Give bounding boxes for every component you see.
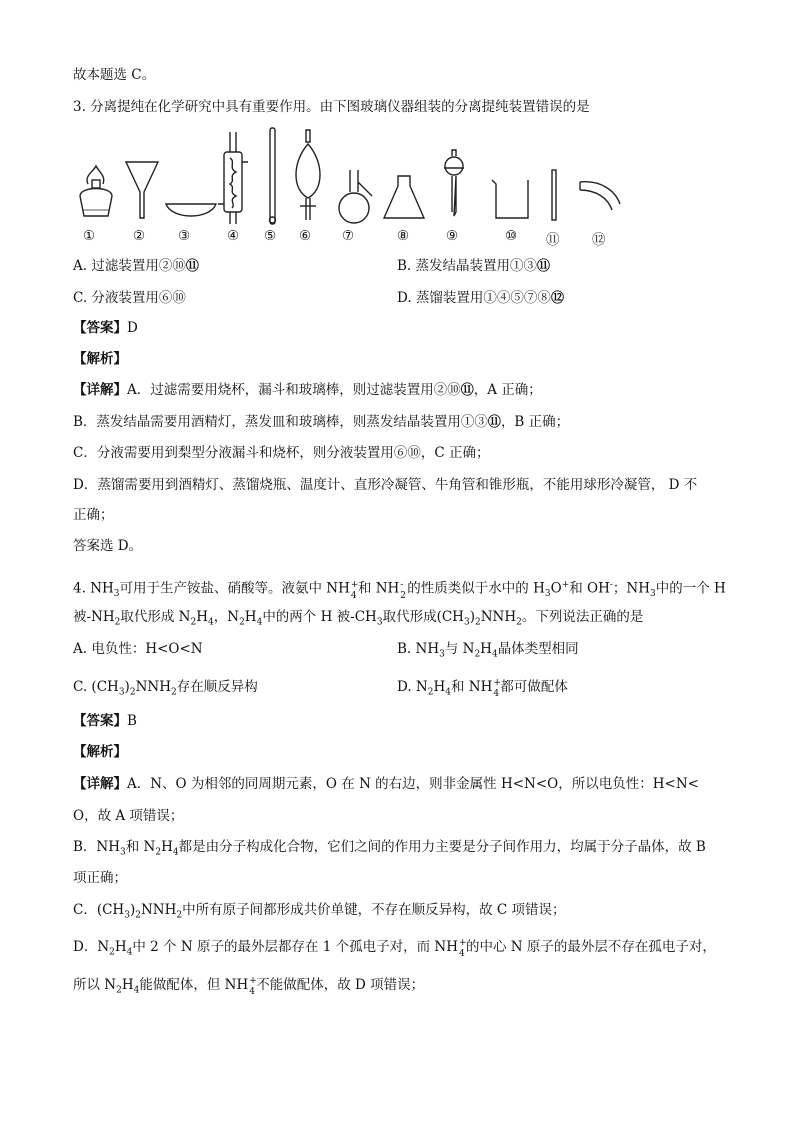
q3-analysis-heading: 【解析】 (73, 351, 127, 367)
q3-detail-d-line2: 正确； (73, 507, 114, 523)
apparatus-label: ⑧ (397, 228, 410, 244)
apparatus-label: ③ (178, 228, 191, 244)
q4-analysis-heading: 【解析】 (73, 744, 127, 760)
q4-option-b: B. $NH_3$与 $N_2H_4$晶体类型相同 (397, 641, 579, 660)
apparatus-label: ⑥ (299, 228, 312, 244)
q4-detail-b-line1: B．$NH_3$和 $N_2H_4$都是由分子构成化合物，它们之间的作用力主要是分子间作用力，均属于分子晶体，故 B (73, 839, 706, 858)
q3-detail-c: C．分液需要用到梨型分液漏斗和烧杯，则分液装置用⑥⑩，C 正确； (73, 445, 490, 461)
thermometer-icon (270, 128, 276, 224)
q4-option-d: D. $N_2H_4$和 NH + 4 都可做配体 (397, 678, 568, 699)
q4-option-c: C. $(CH_3)_2NNH_2$存在顺反异构 (73, 679, 258, 698)
q4-detail-a-line2: O，故 A 项错误； (73, 808, 184, 824)
q4-answer: 【答案】B (73, 713, 137, 729)
q4-option-a: A. 电负性：H<O<N (73, 641, 203, 657)
beaker-icon (492, 180, 528, 218)
q3-conclusion: 答案选 D。 (73, 538, 143, 554)
alcohol-lamp-icon (80, 166, 112, 216)
q4-detail-c: C．$(CH_3)_2NNH_2$中所有原子间都形成共价单键，不存在顺反异构，故 C 项错误； (73, 902, 566, 921)
q4-detail-a-line1: 【详解】A．N、O 为相邻的同周期元素，O 在 N 的右边，则非金属性 H<N<O，所以电负性：H<N< (73, 776, 699, 792)
q4-detail-d-line1: D．$N_2H_4$中 2 个 N 原子的最外层都存在 1 个孤电子对，而 NH + 4 的中心 N 原子的最外层不存在孤电子对， (73, 938, 716, 959)
separatory-funnel-icon (296, 130, 320, 220)
apparatus-label: ① (83, 228, 96, 244)
question-4-stem-line1: 4. $NH_3$可用于生产铵盐、硝酸等。液氨中 NH + 4 和 NH - 2 的性质类似于水中的 $H_3O^+$和 OH-；$NH_3$中的一个 H (73, 579, 726, 601)
condenser-icon (218, 132, 248, 224)
q3-detail-b: B．蒸发结晶需要用酒精灯，蒸发皿和玻璃棒，则蒸发结晶装置用①③⑪，B 正确； (73, 414, 570, 430)
q3-option-a: A. 过滤装置用②⑩⑪ (73, 258, 199, 274)
q3-detail-a: 【详解】A．过滤需要用烧杯，漏斗和玻璃棒，则过滤装置用②⑩⑪，A 正确； (73, 382, 542, 398)
q3-answer: 【答案】D (73, 320, 138, 336)
bulb-funnel-icon (444, 150, 464, 216)
apparatus-label: ⑤ (264, 228, 277, 244)
q3-option-b: B. 蒸发结晶装置用①③⑪ (397, 258, 551, 274)
apparatus-figure (60, 120, 640, 230)
distillation-flask-icon (339, 170, 372, 223)
question-4-stem-line2: 被$-NH_2$取代形成 $N_2H_4$，$N_2H_4$中的两个 H 被$-CH_3$取代形成$(CH_3)_2NNH_2$。下列说法正确的是 (73, 609, 644, 628)
apparatus-label: ② (133, 228, 146, 244)
apparatus-label: ⑩ (505, 228, 518, 244)
apparatus-label: ⑪ (546, 232, 560, 248)
apparatus-label: ④ (227, 228, 240, 244)
evaporating-dish-icon (166, 204, 216, 216)
conical-flask-icon (384, 176, 424, 218)
question-3-stem: 3. 分离提纯在化学研究中具有重要作用。由下图玻璃仪器组装的分离提纯装置错误的是 (73, 99, 590, 115)
q4-detail-d-line2: 所以 $N_2H_4$能做配体，但 NH + 4 不能做配体，故 D 项错误； (73, 976, 425, 997)
text-conclusion-prev: 故本题选 C。 (73, 67, 156, 83)
funnel-icon (126, 162, 158, 218)
apparatus-label: ⑫ (592, 232, 606, 248)
glass-rod-icon (552, 170, 556, 220)
q3-option-c: C. 分液装置用⑥⑩ (73, 290, 186, 306)
q3-detail-d-line1: D．蒸馏需要用到酒精灯、蒸馏烧瓶、温度计、直形冷凝管、牛角管和锥形瓶，不能用球形冷凝管， D 不 (73, 477, 698, 493)
adapter-icon (580, 182, 620, 210)
q3-option-d: D. 蒸馏装置用①④⑤⑦⑧⑫ (397, 290, 564, 306)
apparatus-label: ⑨ (446, 228, 459, 244)
q4-detail-b-line2: 项正确； (73, 870, 127, 886)
apparatus-label: ⑦ (342, 228, 355, 244)
